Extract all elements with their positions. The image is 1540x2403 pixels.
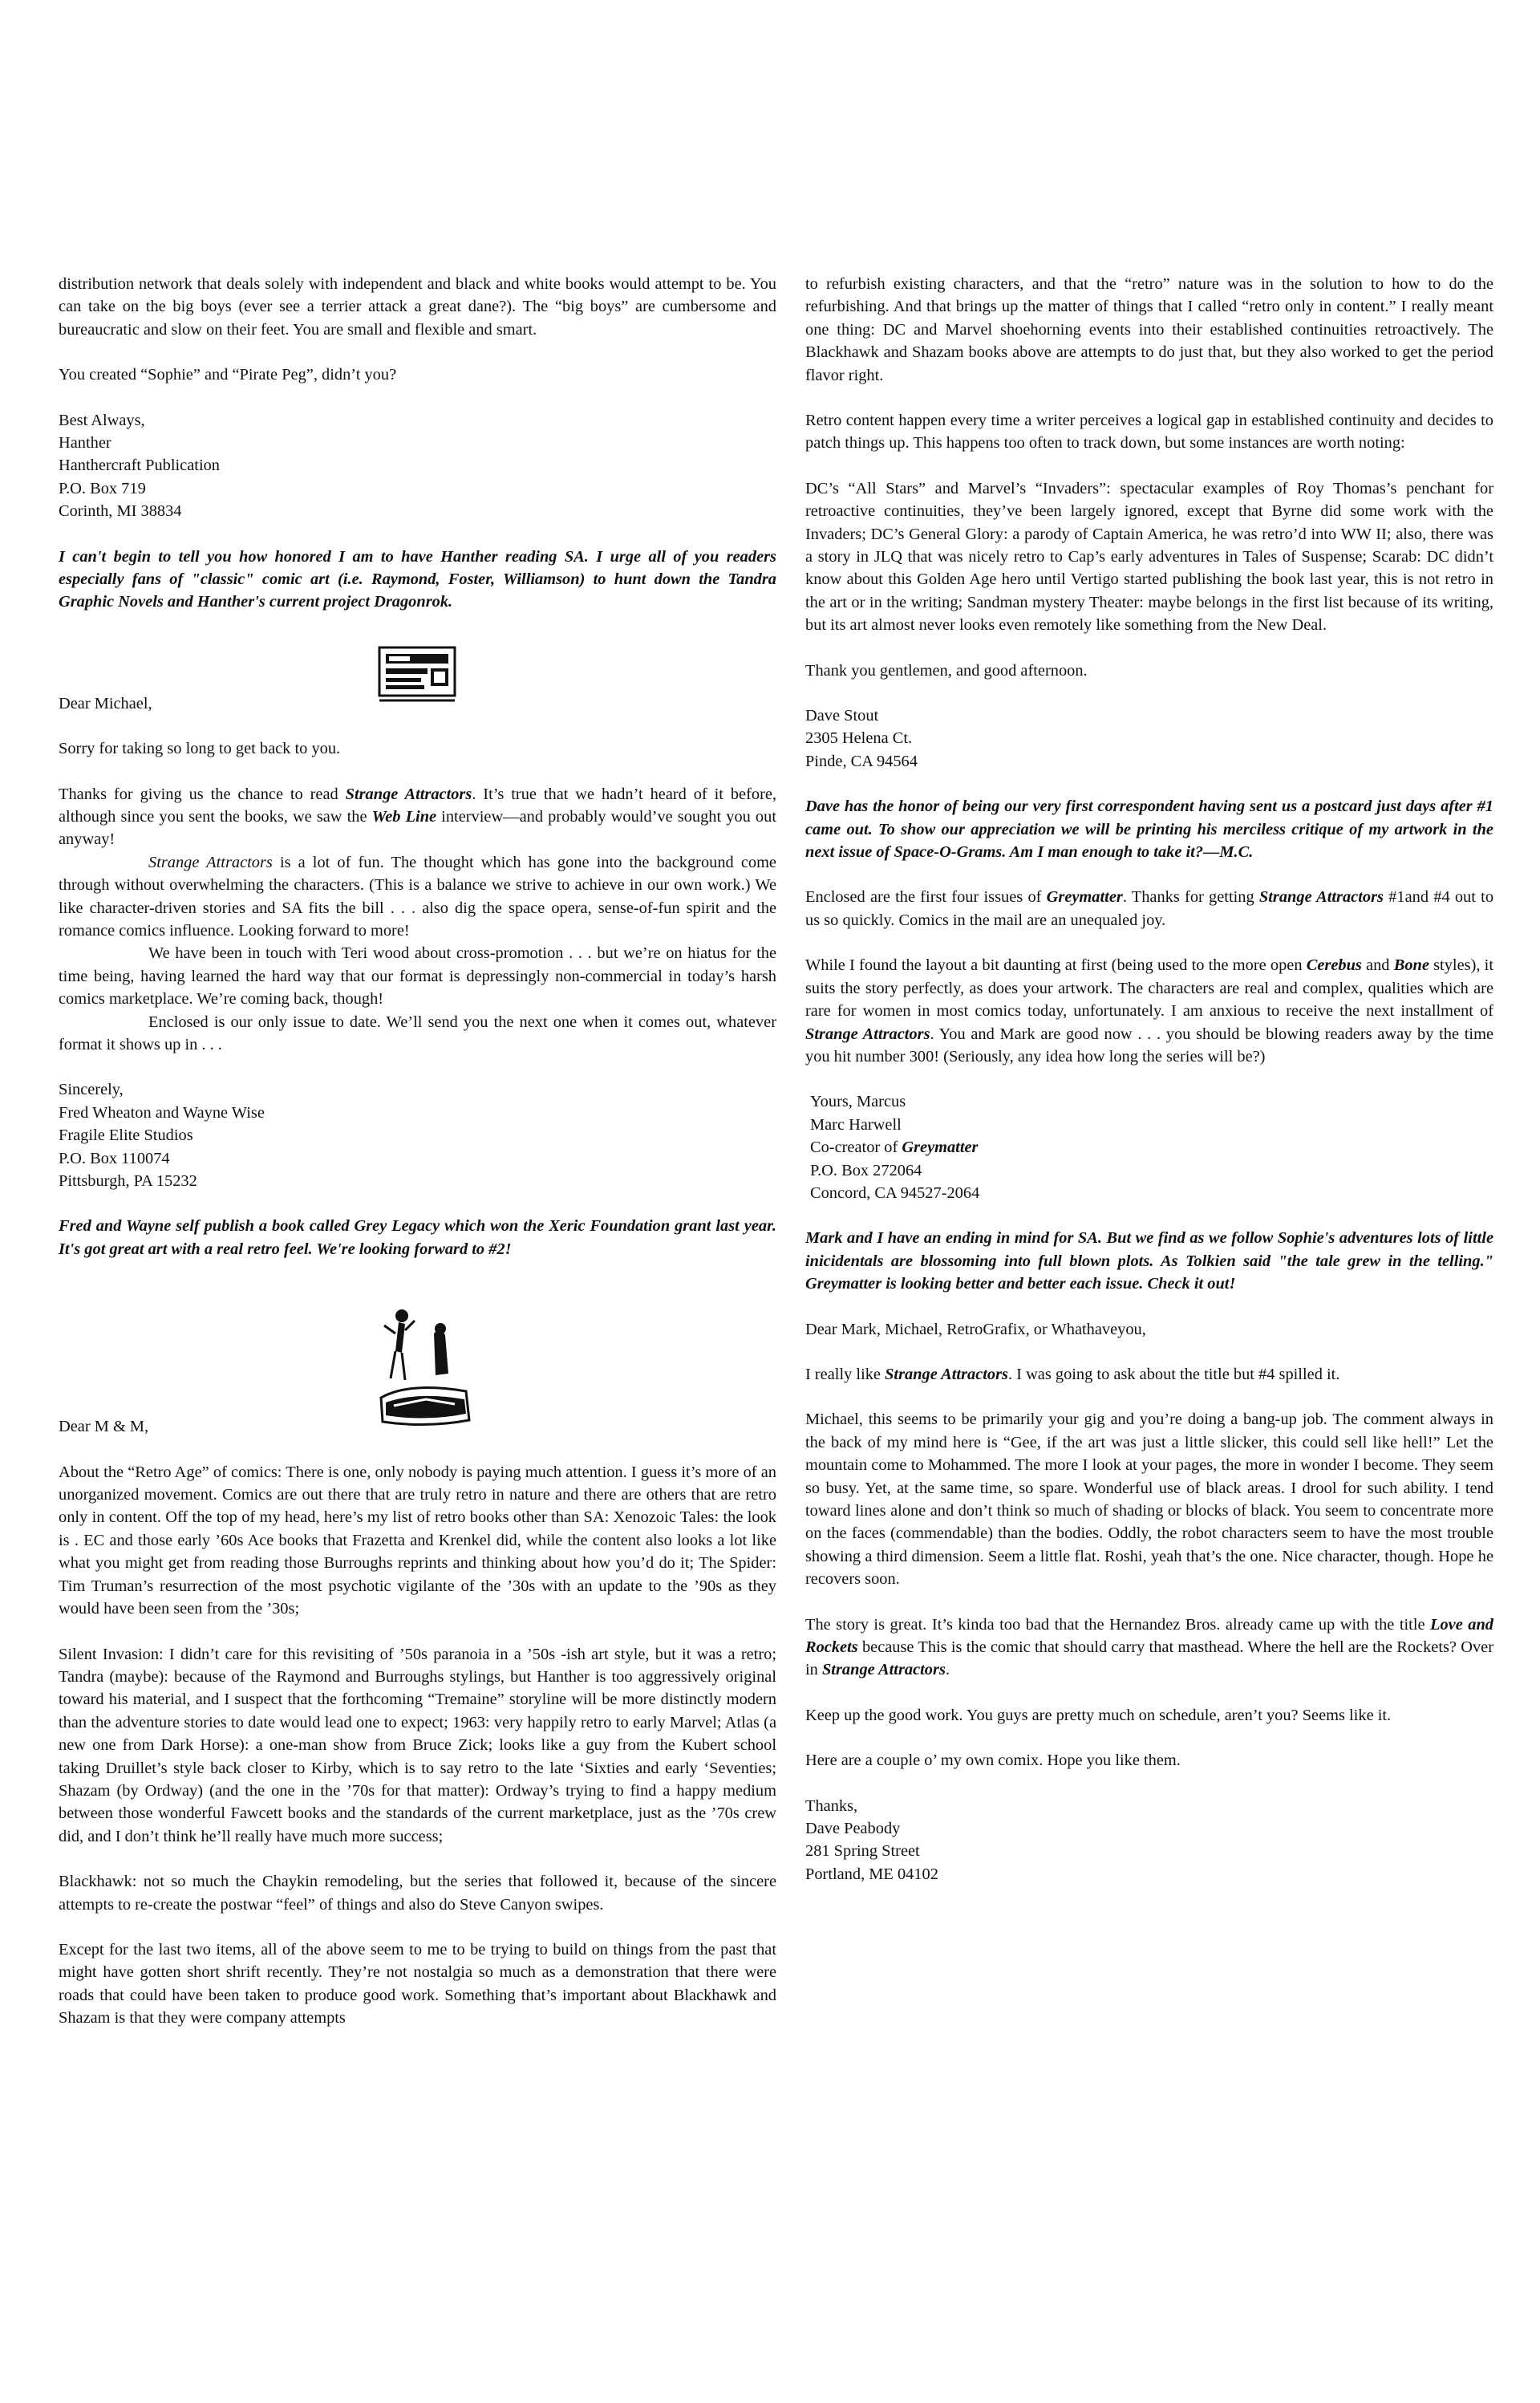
editor-response: Fred and Wayne self publish a book called Grey Legacy which won the Xeric Foundation grant last year. It's got great art with a real retro feel. We're looking forward to #2! xyxy=(59,1217,776,1258)
letter-paragraph xyxy=(805,954,1493,1068)
letter-paragraph: Enclosed is our only issue to date. We’ll send you the next one when it comes out, whatever format it shows up in . . . xyxy=(59,1013,776,1054)
signature-line: Corinth, MI 38834 xyxy=(59,502,182,521)
salutation: Dear Michael, xyxy=(59,694,152,712)
signature-line: P.O. Box 272064 xyxy=(810,1161,922,1179)
text-run: Co-creator of xyxy=(810,1139,902,1157)
letter-paragraph xyxy=(805,886,1493,932)
letter-paragraph: We have been in touch with Teri wood about cross-promotion . . . but we’re on hiatus for the time being, having learned the hard way that our format is depressingly non-commercial in today’s harsh comics marketplace. We’re coming back, though! xyxy=(59,944,776,1009)
letter-paragraph: Retro content happen every time a writer perceives a logical gap in established continuity and decides to patch things up. This happens too often to track down, but some instances are worth noting: xyxy=(805,412,1493,453)
title-strange-attractors: Strange Attractors xyxy=(148,853,273,871)
title-greymatter: Greymatter xyxy=(1046,888,1123,907)
text-run: . Thanks for getting xyxy=(1122,888,1259,907)
signature-dave-stout xyxy=(805,704,1493,773)
signature-line: Hanther xyxy=(59,434,111,453)
signature-line: Yours, Marcus xyxy=(810,1093,906,1111)
signature-line: Fragile Elite Studios xyxy=(59,1126,193,1145)
title-strange-attractors: Strange Attractors xyxy=(885,1365,1008,1383)
signature-line: Thanks, xyxy=(805,1796,858,1815)
title-strange-attractors: Strange Attractors xyxy=(345,785,472,803)
letter-paragraph: Sorry for taking so long to get back to you. xyxy=(59,740,341,758)
letter-paragraph: Thank you gentlemen, and good afternoon. xyxy=(805,661,1088,680)
signature-line: Marc Harwell xyxy=(810,1115,902,1134)
text-run: Thanks for giving us the chance to read xyxy=(59,785,346,803)
text-run: styles), it suits the story perfectly, as does your artwork. The characters are real and complex, qualities which are rare for women in most comics today, unfortunately. I am anxious to receive the next installment of xyxy=(805,956,1493,1021)
letter-paragraph: Michael, this seems to be primarily your gig and you’re doing a bang-up job. The comment always in the back of my mind here is “Gee, if the art was just a little slicker, this could sell like hell!” Let the mountain come to Mohammed. The more I look at your pages, the more in wonder I become. They seem so busy. Yet, at the same time, so spare. Wonderful use of black areas. I drool for such ability. I tend toward lines alone and don’t think so much of shading or blocks of black. You seem to concentrate more on the faces (commendable) than the bodies. Oddly, the robot characters seem to have the most trouble showing a third dimension. Seem a little flat. Roshi, yeah that’s the one. Nice character, though. Hope he recovers soon. xyxy=(805,1411,1493,1589)
letter-paragraph: You created “Sophie” and “Pirate Peg”, didn’t you? xyxy=(59,366,397,384)
letter-paragraph xyxy=(805,1363,1493,1386)
text-run: #1and #4 out to us so quickly. Comics in the mail are an unequaled joy. xyxy=(805,888,1494,929)
letter-paragraph: DC’s “All Stars” and Marvel’s “Invaders”: spectacular examples of Roy Thomas’s penchant for retroactive continuities, they’ve been largely ignored, except that Byrne did some work with the Invaders; DC’s General Glory: a parody of Captain America, he was retro’d into WW II; also, there was a story in JLQ that was nicely retro to Cap’s early adventures in Tales of Suspense; Scarab: DC didn’t know about this Golden Age hero until Vertigo started publishing the book last year, this is not retro in the art or in the writing; Sandman mystery Theater: maybe belongs in the first list because of its writing, but its art almost never looks even remotely like something from the New Deal. xyxy=(805,479,1493,635)
text-run: . You and Mark are good now . . . you should be blowing readers away by the time you hit number 300! (Seriously, any idea how long the series will be?) xyxy=(805,1025,1494,1066)
title-strange-attractors: Strange Attractors xyxy=(821,1661,946,1679)
signature-hanther xyxy=(59,409,776,523)
signature-line: Hanthercraft Publication xyxy=(59,457,220,475)
signature-line: 2305 Helena Ct. xyxy=(805,729,913,748)
text-run: I really like xyxy=(805,1365,886,1383)
letter-paragraph xyxy=(59,783,776,851)
title-bone: Bone xyxy=(1393,956,1429,975)
text-run: . xyxy=(945,1661,950,1679)
editor-response: Dave has the honor of being our very first correspondent having sent us a postcard just days after #1 came out. To show our appreciation we will be printing his merciless critique of my artwork in the next issue of Space-O-Grams. Am I man enough to take it?—M.C. xyxy=(805,798,1493,862)
letter-paragraph: About the “Retro Age” of comics: There is one, only nobody is paying much attention. I guess it’s more of an unorganized movement. Comics are out there that are truly retro in nature and there are others that are retro only in content. Off the top of my head, here’s my list of retro books other than SA: Xenozoic Tales: the look is . EC and those early ’60s Ace books that Frazetta and Krenkel did, while the content also looks a lot like what you might get from reading those Burroughs reprints and thinking about how you’d do it; The Spider: Tim Truman’s resurrection of the most psychotic vigilante of the ’30s with an update to the ’90s as they would have been seen from the ’30s; xyxy=(59,1463,776,1618)
text-run: . I was going to ask about the title but #4 spilled it. xyxy=(1007,1365,1340,1383)
signature-line: Pittsburgh, PA 15232 xyxy=(59,1172,197,1191)
letter-paragraph xyxy=(805,1614,1493,1682)
title-cerebus: Cerebus xyxy=(1306,956,1362,975)
letter-paragraph: Blackhawk: not so much the Chaykin remodeling, but the series that followed it, because of the sincere attempts to re-create the postwar “feel” of things and also do Steve Canyon swipes. xyxy=(59,1873,776,1914)
signature-line: P.O. Box 110074 xyxy=(59,1149,170,1167)
signature-line: 281 Spring Street xyxy=(805,1842,920,1861)
title-greymatter: Greymatter xyxy=(902,1139,979,1157)
letter-paragraph xyxy=(59,851,776,943)
text-run: Enclosed are the first four issues of xyxy=(805,888,1047,907)
text-run: interview—and probably would’ve sought you out anyway! xyxy=(59,808,776,849)
title-web-line: Web Line xyxy=(371,808,437,826)
signature-line: Sincerely, xyxy=(59,1081,124,1099)
signature-line: P.O. Box 719 xyxy=(59,479,146,497)
signature-line: Pinde, CA 94564 xyxy=(805,752,918,770)
signature-dave-peabody xyxy=(805,1795,1493,1886)
signature-line: Portland, ME 04102 xyxy=(805,1865,938,1883)
letter-paragraph: Here are a couple o’ my own comix. Hope you like them. xyxy=(805,1752,1181,1770)
letter-paragraph: to refurbish existing characters, and that the “retro” nature was in the solution to how to do the refurbishing. And that brings up the matter of things that I called “retro only in content.” I really meant one thing: DC and Marvel shoehorning events into their established continuities retroactively. The Blackhawk and Shazam books above are attempts to do just that, but they also worked to get the period flavor right. xyxy=(805,275,1493,384)
salutation: Dear M & M, xyxy=(59,1418,149,1436)
signature-line: Dave Stout xyxy=(805,707,879,725)
text-run: because This is the comic that should carry that masthead. Where the hell are the Rockets? Over in xyxy=(805,1638,1493,1679)
text-run: and xyxy=(1361,956,1394,975)
text-run: The story is great. It’s kinda too bad that the Hernandez Bros. already came up with the title xyxy=(805,1615,1431,1634)
title-love-and-rockets: Love and Rockets xyxy=(805,1615,1493,1656)
text-run: . It’s true that we hadn’t heard of it before, although since you sent the books, we saw the xyxy=(59,785,777,826)
salutation: Dear Mark, Michael, RetroGrafix, or Whathaveyou, xyxy=(805,1320,1146,1338)
letter-paragraph: Except for the last two items, all of the above seem to me to be trying to build on things from the past that might have gotten short shrift recently. They’re not nostalgia so much as a demonstration that there were roads that could have been taken to produce good work. Something that’s important about Blackhawk and Shazam is that they were company attempts xyxy=(59,1940,776,2028)
title-strange-attractors: Strange Attractors xyxy=(805,1025,930,1043)
text-run: is a lot of fun. The thought which has gone into the background come through without overwhelming the characters. (This is a balance we strive to achieve in our own work.) We like character-driven stories and SA fits the bill . . . also dig the space opera, sense-of-fun spirit and the romance comics influence. Looking forward to more! xyxy=(59,853,776,940)
signature-line: Fred Wheaton and Wayne Wise xyxy=(59,1103,265,1122)
left-column xyxy=(59,273,776,2052)
text-run: While I found the layout a bit daunting at first (being used to the more open xyxy=(805,956,1307,975)
letter-paragraph: Keep up the good work. You guys are pretty much on schedule, aren’t you? Seems like it. xyxy=(805,1706,1392,1724)
letter-paragraph: distribution network that deals solely with independent and black and white books would attempt to be. You can take on the big boys (ever see a terrier attack a great dane?). The “big boys” are cumbersome and bureaucratic and slow on their feet. You are small and flexible and smart. xyxy=(59,275,776,339)
editor-response: I can't begin to tell you how honored I am to have Hanther reading SA. I urge all of you readers especially fans of "classic" comic art (i.e. Raymond, Foster, Williamson) to hunt down the Tandra Graphic Novels and Hanther's current project Dragonrok. xyxy=(59,547,776,611)
signature-line: Dave Peabody xyxy=(805,1819,901,1837)
mailbox-illustration xyxy=(378,643,456,705)
signature-line: Concord, CA 94527-2064 xyxy=(810,1183,980,1202)
signature-line: Best Always, xyxy=(59,411,145,429)
title-strange-attractors: Strange Attractors xyxy=(1258,888,1384,907)
signature-fragile-elite xyxy=(59,1078,776,1192)
signature-marc-harwell xyxy=(805,1090,1493,1204)
signature-line xyxy=(805,1136,1493,1159)
right-column xyxy=(805,273,1493,1908)
letter-paragraph: Silent Invasion: I didn’t care for this revisiting of ’50s paranoia in a ’50s -ish art style, but it was a retro; Tandra (maybe): because of the Raymond and Burroughs stylings, but Hanther is too aggressively original toward his material, and I suspect that the forthcoming “Tremaine” storyline will be more distinctly modern than the adventure stories to date would lead one to expect; 1963: very happily retro to early Marvel; Atlas (a new one from Dark Horse): a one-man show from Bruce Zick; looks like a guy from the Kubert school taking Druillet’s style back closer to Kirby, which is to say retro to the late ‘Sixties and early ‘Seventies; Shazam (by Ordway) (and the one in the ’70s for that matter): Ordway’s trying to find a happy medium between those wonderful Fawcett books and the standards of the current marketplace, just as the ’70s crew did, and I don’t think he’ll really have much more success; xyxy=(59,1645,776,1845)
figure-illustration xyxy=(378,1301,472,1431)
editor-response: Mark and I have an ending in mind for SA. But we find as we follow Sophie's adventures lots of little inicidentals are blossoming into full blown plots. As Tolkien said "the tale grew in the telling." Greymatter is looking better and better each issue. Check it out! xyxy=(805,1229,1493,1293)
